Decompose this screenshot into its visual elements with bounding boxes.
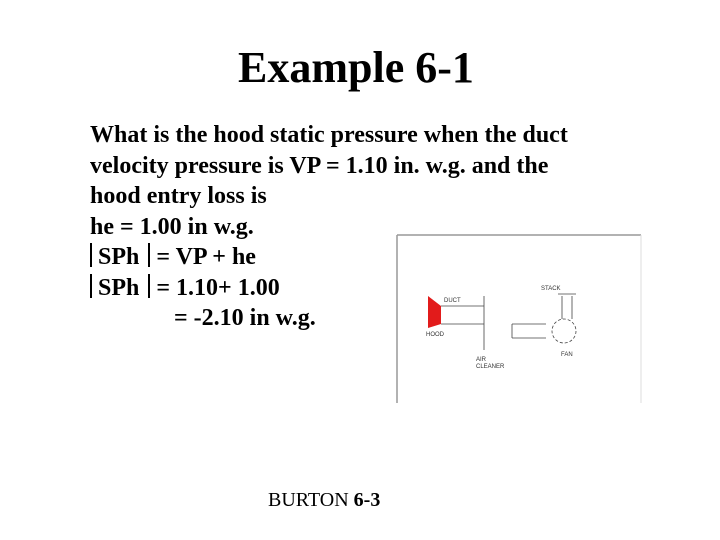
label-air: AIR: [476, 357, 487, 363]
equation-1-rhs: = VP + he: [156, 244, 256, 270]
absolute-bar-left: [90, 243, 92, 267]
label-stack: STACK: [541, 286, 561, 292]
label-hood: HOOD: [426, 332, 444, 338]
label-cleaner: CLEANER: [476, 364, 505, 370]
equation-2-rhs: = 1.10+ 1.00: [156, 274, 280, 301]
ventilation-system-diagram: [396, 234, 642, 404]
absolute-bar-right: [148, 243, 150, 267]
absolute-bar-left: [90, 274, 92, 298]
footer-reference: [268, 488, 380, 512]
footer-source: BURTON: [268, 489, 349, 511]
footer-page-ref: 6-3: [353, 489, 381, 511]
label-duct: DUCT: [444, 298, 461, 304]
equation-1-lhs: SPh: [98, 244, 140, 270]
equation-2-lhs: SPh: [98, 274, 140, 301]
slide-title: Example 6-1: [238, 43, 474, 92]
question-line-2: velocity pressure is VP = 1.10 in. w.g. and the: [90, 152, 549, 179]
diagram-svg: [396, 234, 642, 404]
question-line-1: What is the hood static pressure when the duct: [90, 122, 568, 148]
question-line-3: hood entry loss is: [90, 183, 267, 209]
absolute-bar-right: [148, 274, 150, 298]
label-fan: FAN: [561, 352, 573, 358]
question-line-4: he = 1.00 in w.g.: [90, 213, 254, 240]
fan-circle: [552, 319, 576, 343]
result-line: = -2.10 in w.g.: [174, 305, 316, 331]
hood-shape: [428, 296, 441, 328]
